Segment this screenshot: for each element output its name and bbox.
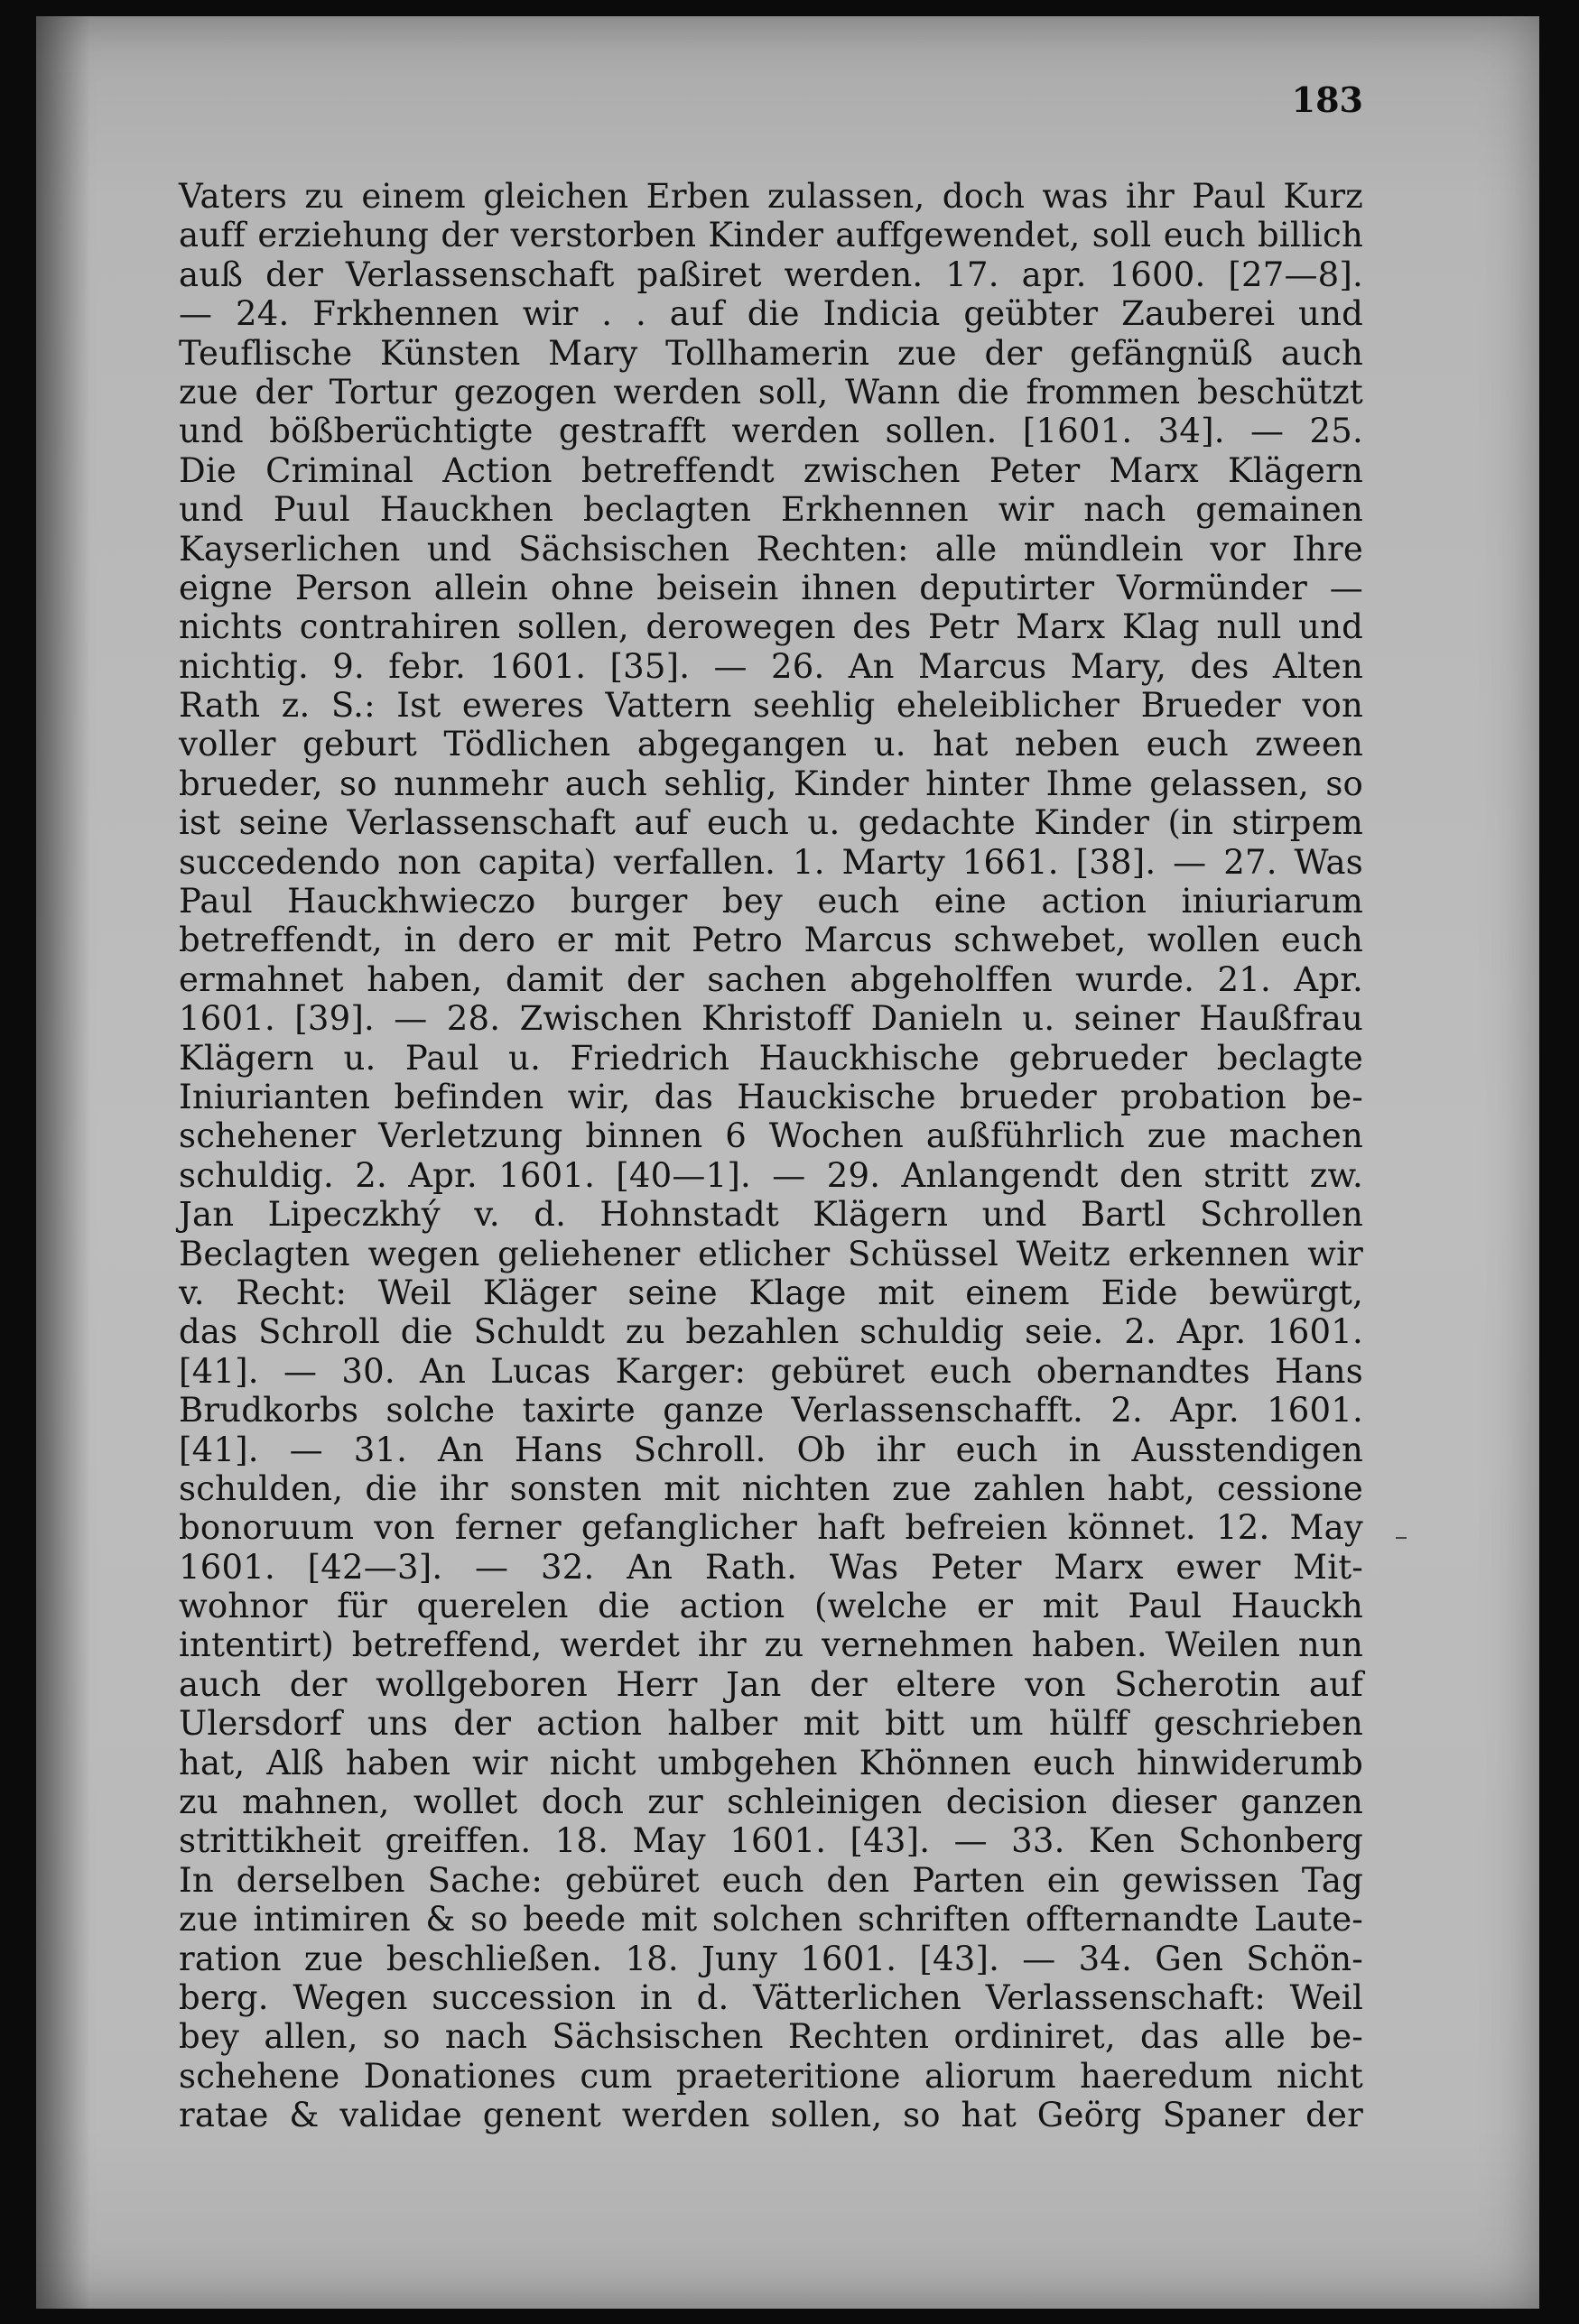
text-line: das Schroll die Schuldt zu bezahlen schuldig seie. 2. Apr. 1601. <box>179 1312 1363 1352</box>
text-line: und bößberüchtigte gestrafft werden sollen. [1601. 34]. — 25. <box>179 412 1363 451</box>
text-line: brueder, so nunmehr auch sehlig, Kinder hinter Ihme gelassen, so <box>179 764 1363 803</box>
text-line: Klägern u. Paul u. Friedrich Hauckhische gebrueder beclagte <box>179 1038 1363 1078</box>
text-line: schuldig. 2. Apr. 1601. [40—1]. — 29. Anlangendt den stritt zw. <box>179 1155 1363 1195</box>
text-line: bey allen, so nach Sächsischen Rechten ordiniret, das alle be- <box>179 2017 1363 2057</box>
text-line: ration zue beschließen. 18. Juny 1601. [43]. — 34. Gen Schön- <box>179 1939 1363 1978</box>
text-line: schehene Donationes cum praeteritione aliorum haeredum nicht <box>179 2056 1363 2096</box>
text-line: zue der Tortur gezogen werden soll, Wann die frommen beschützt <box>179 372 1363 412</box>
text-line: Paul Hauckhwieczo burger bey euch eine action iniuriarum <box>179 882 1363 921</box>
text-line: [41]. — 31. An Hans Schroll. Ob ihr euch in Ausstendigen <box>179 1430 1363 1469</box>
text-line: wohnor für querelen die action (welche er mit Paul Hauckh <box>179 1587 1363 1626</box>
text-line: Kayserlichen und Sächsischen Rechten: alle mündlein vor Ihre <box>179 529 1363 569</box>
margin-mark <box>1396 1537 1407 1539</box>
text-line: betreffendt, in dero er mit Petro Marcus schwebet, wollen euch <box>179 921 1363 960</box>
binding-shadow <box>36 16 90 2309</box>
text-line: 1601. [42—3]. — 32. An Rath. Was Peter Marx ewer Mit- <box>179 1547 1363 1587</box>
text-line: zu mahnen, wollet doch zur schleinigen decision dieser ganzen <box>179 1782 1363 1822</box>
text-line: Rath z. S.: Ist eweres Vattern seehlig eheleiblicher Brueder von <box>179 686 1363 726</box>
text-line: Vaters zu einem gleichen Erben zulassen, doch was ihr Paul Kurz <box>179 177 1363 216</box>
text-line: Iniurianten befinden wir, das Hauckische brueder probation be- <box>179 1077 1363 1116</box>
text-line: auch der wollgeboren Herr Jan der eltere von Scherotin auf <box>179 1664 1363 1704</box>
text-line: nichts contrahiren sollen, derowegen des Petr Marx Klag null und <box>179 607 1363 647</box>
text-line: v. Recht: Weil Kläger seine Klage mit einem Eide bewürgt, <box>179 1273 1363 1312</box>
text-line: ist seine Verlassenschaft auf euch u. gedachte Kinder (in stirpem <box>179 803 1363 843</box>
text-line: nichtig. 9. febr. 1601. [35]. — 26. An Marcus Mary, des Alten <box>179 646 1363 686</box>
text-line: 1601. [39]. — 28. Zwischen Khristoff Danieln u. seiner Haußfrau <box>179 999 1363 1039</box>
text-line: [41]. — 30. An Lucas Karger: gebüret euch obernandtes Hans <box>179 1351 1363 1391</box>
text-line: hat, Alß haben wir nicht umbgehen Khönnen euch hinwiderumb <box>179 1743 1363 1782</box>
text-line: und Puul Hauckhen beclagten Erkhennen wir nach gemainen <box>179 490 1363 530</box>
text-line: — 24. Frkhennen wir . . auf die Indicia geübter Zauberei und <box>179 294 1363 334</box>
text-line: berg. Wegen succession in d. Vätterlichen Verlassenschaft: Weil <box>179 1977 1363 2017</box>
text-line: Ulersdorf uns der action halber mit bitt um hülff geschrieben <box>179 1704 1363 1744</box>
text-line: Brudkorbs solche taxirte ganze Verlassenschafft. 2. Apr. 1601. <box>179 1391 1363 1431</box>
text-line: Jan Lipeczkhý v. d. Hohnstadt Klägern und Bartl Schrollen <box>179 1195 1363 1235</box>
text-line: intentirt) betreffend, werdet ihr zu vernehmen haben. Weilen nun <box>179 1625 1363 1665</box>
text-line: Die Criminal Action betreffendt zwischen Peter Marx Klägern <box>179 450 1363 490</box>
text-line: In derselben Sache: gebüret euch den Parten ein gewissen Tag <box>179 1860 1363 1900</box>
body-text <box>179 177 1363 2135</box>
text-line: strittikheit greiffen. 18. May 1601. [43]. — 33. Ken Schonberg <box>179 1821 1363 1861</box>
text-line: succedendo non capita) verfallen. 1. Marty 1661. [38]. — 27. Was <box>179 842 1363 882</box>
text-line: schulden, die ihr sonsten mit nichten zue zahlen habt, cessione <box>179 1468 1363 1508</box>
text-line: ratae & validae genent werden sollen, so hat Geörg Spaner der <box>179 2096 1363 2135</box>
text-line: Teuflische Künsten Mary Tollhamerin zue der gefängnüß auch <box>179 333 1363 373</box>
text-line: bonoruum von ferner gefanglicher haft befreien könnet. 12. May <box>179 1508 1363 1548</box>
text-line: auff erziehung der verstorben Kinder auffgewendet, soll euch billich <box>179 216 1363 255</box>
text-line: Beclagten wegen geliehener etlicher Schüssel Weitz erkennen wir <box>179 1234 1363 1273</box>
text-line: eigne Person allein ohne beisein ihnen deputirter Vormünder — <box>179 568 1363 607</box>
text-line: auß der Verlassenschaft paßiret werden. 17. apr. 1600. [27—8]. <box>179 255 1363 294</box>
text-line: voller geburt Tödlichen abgegangen u. hat neben euch zween <box>179 725 1363 764</box>
page-number: 183 <box>1291 79 1363 120</box>
text-line: ermahnet haben, damit der sachen abgeholffen wurde. 21. Apr. <box>179 959 1363 999</box>
text-line: zue intimiren & so beede mit solchen schriften offternandte Laute- <box>179 1900 1363 1940</box>
text-line: schehener Verletzung binnen 6 Wochen außführlich zue machen <box>179 1116 1363 1156</box>
